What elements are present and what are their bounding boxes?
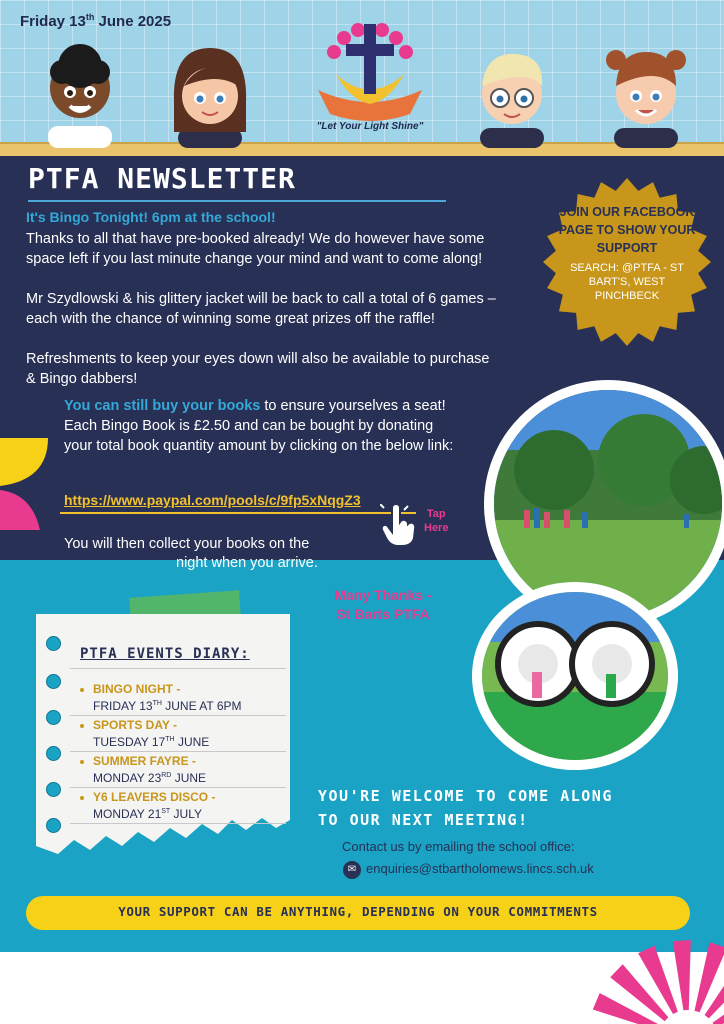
notebook-ring (46, 674, 61, 689)
bingo-paragraph-2: Mr Szydlowski & his glittery jacket will be back to call a total of 6 games – each with the chance of winning some great prizes off the raffle! (26, 291, 496, 327)
events-diary-title: PTFA EVENTS DIARY: (80, 646, 250, 662)
event-name: BINGO NIGHT - (93, 682, 181, 696)
child-illustration-1 (40, 42, 120, 148)
paypal-link[interactable]: https://www.paypal.com/pools/c/9fp5xNqgZ3 (64, 492, 361, 508)
notebook-ring (46, 636, 61, 651)
diary-rule (70, 823, 286, 824)
books-paragraph: You can still buy your books to ensure yourselves a seat! Each Bingo Book is £2.50 and can be bought by donating your total book quantity amount by clicking on the below link: (64, 398, 454, 454)
support-banner-text: YOUR SUPPORT CAN BE ANYTHING, DEPENDING ON YOUR COMMITMENTS (118, 904, 598, 919)
sunburst-ray (673, 940, 691, 1010)
event-bullet (80, 760, 84, 764)
sunburst-decoration (588, 930, 724, 1024)
notebook-ring (46, 746, 61, 761)
books-highlight: You can still buy your books (64, 398, 261, 414)
event-bullet (80, 688, 84, 692)
event-date: TUESDAY 17TH JUNE (93, 735, 210, 749)
child-illustration-4 (604, 40, 688, 148)
mail-icon: ✉ (343, 861, 361, 879)
event-name: SUMMER FAYRE - (93, 754, 196, 768)
signoff: Many Thanks - St Barts PTFA (334, 587, 432, 622)
newsletter-title: PTFA NEWSLETTER (28, 162, 296, 195)
hand-pointer-icon (380, 504, 420, 548)
notebook-ring (46, 782, 61, 797)
child-illustration-3 (472, 46, 552, 148)
event-date: MONDAY 23RD JUNE (93, 771, 207, 785)
bingo-paragraph-1: Thanks to all that have pre-booked already! We do however have some space left if you last minute change your mind and want to come along! (26, 231, 485, 267)
child-illustration-2 (168, 42, 252, 148)
tap-here-label: Tap Here (424, 508, 449, 534)
badge-search: SEARCH: @PTFA - ST BART'S, WEST PINCHBECK (570, 262, 684, 302)
event-name: SPORTS DAY - (93, 718, 178, 732)
contact-text: Contact us by emailing the school office: (342, 839, 575, 854)
facebook-badge-text (556, 203, 698, 303)
notebook-ring (46, 710, 61, 725)
event-bullet (80, 796, 84, 800)
bouncy-castle-photo (472, 582, 678, 770)
collect-line-2: night when you arrive. (176, 555, 318, 571)
diary-rule (70, 787, 286, 788)
diary-rule (70, 715, 286, 716)
badge-heading: JOIN OUR FACEBOOK PAGE TO SHOW YOUR SUPPORT (558, 205, 696, 255)
collect-line-1: You will then collect your books on the (64, 536, 310, 552)
contact-email[interactable]: enquiries@stbartholomews.lincs.sch.uk (366, 861, 594, 876)
event-name: Y6 LEAVERS DISCO - (93, 790, 216, 804)
diary-rule (70, 751, 286, 752)
notebook-ring (46, 818, 61, 833)
event-bullet (80, 724, 84, 728)
bingo-paragraph-3: Refreshments to keep your eyes down will also be available to purchase & Bingo dabbers! (26, 351, 490, 387)
bingo-headline: It's Bingo Tonight! 6pm at the school! (26, 209, 276, 225)
meeting-invite-line-1: YOU'RE WELCOME TO COME ALONG (318, 787, 613, 805)
newsletter-date: Friday 13th June 2025 (20, 12, 172, 30)
title-underline (28, 200, 446, 202)
meeting-invite-line-2: TO OUR NEXT MEETING! (318, 811, 529, 829)
event-date: FRIDAY 13TH JUNE AT 6PM (93, 699, 242, 713)
school-motto: "Let Your Light Shine" (316, 121, 424, 132)
school-logo (290, 4, 450, 140)
link-underline (60, 512, 416, 514)
diary-rule (70, 668, 286, 669)
semicircle-decoration (0, 438, 48, 538)
event-date: MONDAY 21ST JULY (93, 807, 202, 821)
